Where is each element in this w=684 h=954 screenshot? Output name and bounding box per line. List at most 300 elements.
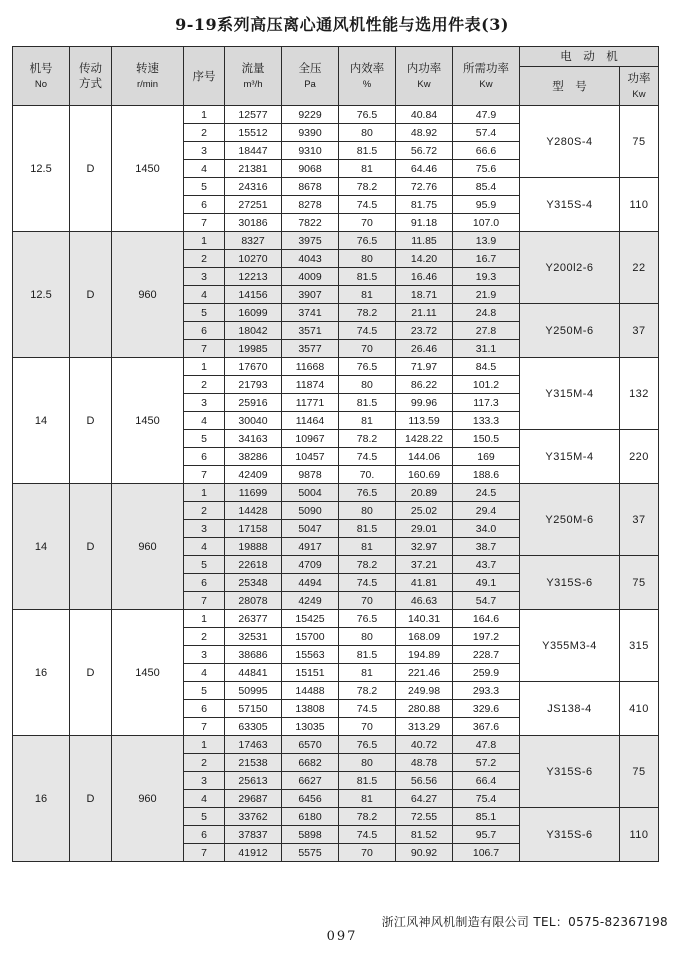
efficiency-cell: 80 (339, 124, 396, 142)
required-power-cell: 259.9 (453, 664, 520, 682)
internal-power-cell: 40.72 (396, 736, 453, 754)
seq-cell: 7 (184, 592, 225, 610)
required-power-cell: 197.2 (453, 628, 520, 646)
motor-model-cell: Y280S-4 (520, 106, 620, 178)
pressure-cell: 11771 (282, 394, 339, 412)
flow-cell: 24316 (225, 178, 282, 196)
seq-cell: 3 (184, 394, 225, 412)
pressure-cell: 5004 (282, 484, 339, 502)
required-power-cell: 293.3 (453, 682, 520, 700)
efficiency-cell: 80 (339, 628, 396, 646)
flow-cell: 21793 (225, 376, 282, 394)
flow-cell: 12577 (225, 106, 282, 124)
efficiency-cell: 78.2 (339, 178, 396, 196)
internal-power-cell: 72.76 (396, 178, 453, 196)
flow-cell: 17670 (225, 358, 282, 376)
pressure-cell: 3975 (282, 232, 339, 250)
efficiency-cell: 81 (339, 286, 396, 304)
flow-cell: 34163 (225, 430, 282, 448)
flow-cell: 14156 (225, 286, 282, 304)
pressure-cell: 9310 (282, 142, 339, 160)
header-efficiency: 内效率 % (339, 47, 396, 106)
internal-power-cell: 160.69 (396, 466, 453, 484)
flow-cell: 29687 (225, 790, 282, 808)
flow-cell: 21381 (225, 160, 282, 178)
internal-power-cell: 140.31 (396, 610, 453, 628)
flow-cell: 28078 (225, 592, 282, 610)
seq-cell: 1 (184, 484, 225, 502)
flow-cell: 16099 (225, 304, 282, 322)
internal-power-cell: 91.18 (396, 214, 453, 232)
internal-power-cell: 56.56 (396, 772, 453, 790)
required-power-cell: 95.9 (453, 196, 520, 214)
fan-group (13, 106, 659, 232)
pressure-cell: 4009 (282, 268, 339, 286)
seq-cell: 4 (184, 664, 225, 682)
drive-type-cell: D (70, 232, 112, 358)
pressure-cell: 6682 (282, 754, 339, 772)
seq-cell: 1 (184, 610, 225, 628)
pressure-cell: 3577 (282, 340, 339, 358)
internal-power-cell: 48.92 (396, 124, 453, 142)
internal-power-cell: 194.89 (396, 646, 453, 664)
speed-cell: 1450 (112, 358, 184, 484)
speed-cell: 960 (112, 736, 184, 862)
seq-cell: 2 (184, 250, 225, 268)
flow-cell: 38286 (225, 448, 282, 466)
required-power-cell: 117.3 (453, 394, 520, 412)
pressure-cell: 9878 (282, 466, 339, 484)
seq-cell: 4 (184, 538, 225, 556)
seq-cell: 2 (184, 502, 225, 520)
seq-cell: 6 (184, 574, 225, 592)
efficiency-cell: 78.2 (339, 682, 396, 700)
motor-power-cell: 410 (620, 682, 659, 736)
header-internal-power: 内功率 Kw (396, 47, 453, 106)
required-power-cell: 150.5 (453, 430, 520, 448)
speed-cell: 1450 (112, 610, 184, 736)
header-pressure: 全压 Pa (282, 47, 339, 106)
drive-type-cell: D (70, 736, 112, 862)
pressure-cell: 3907 (282, 286, 339, 304)
flow-cell: 18447 (225, 142, 282, 160)
efficiency-cell: 80 (339, 502, 396, 520)
required-power-cell: 29.4 (453, 502, 520, 520)
required-power-cell: 188.6 (453, 466, 520, 484)
efficiency-cell: 76.5 (339, 736, 396, 754)
efficiency-cell: 78.2 (339, 304, 396, 322)
pressure-cell: 11668 (282, 358, 339, 376)
pressure-cell: 11464 (282, 412, 339, 430)
efficiency-cell: 76.5 (339, 610, 396, 628)
efficiency-cell: 81 (339, 790, 396, 808)
flow-cell: 22618 (225, 556, 282, 574)
internal-power-cell: 313.29 (396, 718, 453, 736)
seq-cell: 6 (184, 448, 225, 466)
flow-cell: 17158 (225, 520, 282, 538)
table-row (13, 106, 659, 124)
speed-cell: 1450 (112, 106, 184, 232)
internal-power-cell: 168.09 (396, 628, 453, 646)
efficiency-cell: 78.2 (339, 430, 396, 448)
motor-model-cell: Y315S-6 (520, 556, 620, 610)
flow-cell: 33762 (225, 808, 282, 826)
motor-model-cell: JS138-4 (520, 682, 620, 736)
flow-cell: 8327 (225, 232, 282, 250)
seq-cell: 6 (184, 826, 225, 844)
efficiency-cell: 78.2 (339, 808, 396, 826)
flow-cell: 37837 (225, 826, 282, 844)
flow-cell: 41912 (225, 844, 282, 862)
pressure-cell: 6180 (282, 808, 339, 826)
required-power-cell: 367.6 (453, 718, 520, 736)
internal-power-cell: 81.75 (396, 196, 453, 214)
table-row (13, 736, 659, 754)
required-power-cell: 21.9 (453, 286, 520, 304)
seq-cell: 5 (184, 304, 225, 322)
motor-model-cell: Y315S-6 (520, 736, 620, 808)
flow-cell: 44841 (225, 664, 282, 682)
performance-table (12, 46, 659, 862)
required-power-cell: 34.0 (453, 520, 520, 538)
efficiency-cell: 74.5 (339, 700, 396, 718)
footer-company: 浙江风神风机制造有限公司 TEL：0575-82367198 (381, 915, 668, 929)
internal-power-cell: 72.55 (396, 808, 453, 826)
internal-power-cell: 1428.22 (396, 430, 453, 448)
efficiency-cell: 80 (339, 250, 396, 268)
speed-cell: 960 (112, 232, 184, 358)
pressure-cell: 4249 (282, 592, 339, 610)
internal-power-cell: 16.46 (396, 268, 453, 286)
motor-power-cell: 22 (620, 232, 659, 304)
drive-type-cell: D (70, 610, 112, 736)
motor-model-cell: Y250M-6 (520, 484, 620, 556)
required-power-cell: 16.7 (453, 250, 520, 268)
internal-power-cell: 71.97 (396, 358, 453, 376)
motor-power-cell: 110 (620, 178, 659, 232)
seq-cell: 5 (184, 682, 225, 700)
efficiency-cell: 81 (339, 664, 396, 682)
efficiency-cell: 74.5 (339, 322, 396, 340)
motor-power-cell: 75 (620, 106, 659, 178)
internal-power-cell: 37.21 (396, 556, 453, 574)
required-power-cell: 13.9 (453, 232, 520, 250)
efficiency-cell: 70 (339, 844, 396, 862)
pressure-cell: 4494 (282, 574, 339, 592)
motor-model-cell: Y315S-6 (520, 808, 620, 862)
required-power-cell: 38.7 (453, 538, 520, 556)
fan-group (13, 736, 659, 862)
flow-cell: 18042 (225, 322, 282, 340)
required-power-cell: 47.8 (453, 736, 520, 754)
flow-cell: 26377 (225, 610, 282, 628)
efficiency-cell: 70. (339, 466, 396, 484)
page-title: 9-19系列高压离心通风机性能与选用件表(3) (175, 15, 509, 34)
pressure-cell: 5090 (282, 502, 339, 520)
header-speed: 转速 r/min (112, 47, 184, 106)
required-power-cell: 84.5 (453, 358, 520, 376)
internal-power-cell: 144.06 (396, 448, 453, 466)
motor-model-cell: Y315M-4 (520, 358, 620, 430)
header-drive: 传动 方式 (70, 47, 112, 106)
pressure-cell: 15151 (282, 664, 339, 682)
required-power-cell: 101.2 (453, 376, 520, 394)
seq-cell: 7 (184, 214, 225, 232)
header-seq: 序号 (184, 47, 225, 106)
required-power-cell: 49.1 (453, 574, 520, 592)
flow-cell: 42409 (225, 466, 282, 484)
efficiency-cell: 81.5 (339, 520, 396, 538)
seq-cell: 3 (184, 772, 225, 790)
pressure-cell: 6456 (282, 790, 339, 808)
internal-power-cell: 64.27 (396, 790, 453, 808)
efficiency-cell: 81 (339, 412, 396, 430)
pressure-cell: 3571 (282, 322, 339, 340)
efficiency-cell: 70 (339, 718, 396, 736)
fan-number-cell: 12.5 (13, 106, 70, 232)
internal-power-cell: 23.72 (396, 322, 453, 340)
seq-cell: 6 (184, 322, 225, 340)
internal-power-cell: 21.11 (396, 304, 453, 322)
flow-cell: 19985 (225, 340, 282, 358)
required-power-cell: 329.6 (453, 700, 520, 718)
header-motor: 电 动 机 (520, 47, 659, 67)
seq-cell: 4 (184, 286, 225, 304)
header-no: 机号 No (13, 47, 70, 106)
efficiency-cell: 74.5 (339, 196, 396, 214)
header-flow: 流量 m³/h (225, 47, 282, 106)
seq-cell: 2 (184, 376, 225, 394)
efficiency-cell: 81.5 (339, 772, 396, 790)
flow-cell: 17463 (225, 736, 282, 754)
fan-group (13, 484, 659, 610)
motor-model-cell: Y315S-4 (520, 178, 620, 232)
pressure-cell: 9229 (282, 106, 339, 124)
efficiency-cell: 74.5 (339, 574, 396, 592)
required-power-cell: 95.7 (453, 826, 520, 844)
efficiency-cell: 76.5 (339, 484, 396, 502)
required-power-cell: 75.6 (453, 160, 520, 178)
motor-power-cell: 110 (620, 808, 659, 862)
pressure-cell: 4043 (282, 250, 339, 268)
internal-power-cell: 46.63 (396, 592, 453, 610)
internal-power-cell: 40.84 (396, 106, 453, 124)
efficiency-cell: 76.5 (339, 106, 396, 124)
internal-power-cell: 56.72 (396, 142, 453, 160)
internal-power-cell: 20.89 (396, 484, 453, 502)
internal-power-cell: 14.20 (396, 250, 453, 268)
fan-number-cell: 16 (13, 610, 70, 736)
pressure-cell: 10967 (282, 430, 339, 448)
motor-model-cell: Y355M3-4 (520, 610, 620, 682)
internal-power-cell: 18.71 (396, 286, 453, 304)
fan-group (13, 358, 659, 484)
pressure-cell: 13808 (282, 700, 339, 718)
required-power-cell: 57.4 (453, 124, 520, 142)
table-row (13, 610, 659, 628)
seq-cell: 1 (184, 106, 225, 124)
required-power-cell: 85.1 (453, 808, 520, 826)
flow-cell: 15512 (225, 124, 282, 142)
internal-power-cell: 64.46 (396, 160, 453, 178)
table-header (13, 47, 659, 106)
required-power-cell: 169 (453, 448, 520, 466)
flow-cell: 21538 (225, 754, 282, 772)
efficiency-cell: 76.5 (339, 232, 396, 250)
pressure-cell: 6627 (282, 772, 339, 790)
seq-cell: 3 (184, 142, 225, 160)
efficiency-cell: 70 (339, 340, 396, 358)
flow-cell: 14428 (225, 502, 282, 520)
pressure-cell: 5575 (282, 844, 339, 862)
header-motor-power: 功率 Kw (620, 67, 659, 106)
drive-type-cell: D (70, 484, 112, 610)
seq-cell: 4 (184, 790, 225, 808)
seq-cell: 7 (184, 718, 225, 736)
pressure-cell: 13035 (282, 718, 339, 736)
internal-power-cell: 90.92 (396, 844, 453, 862)
required-power-cell: 31.1 (453, 340, 520, 358)
header-required-power: 所需功率 Kw (453, 47, 520, 106)
fan-group (13, 610, 659, 736)
seq-cell: 2 (184, 124, 225, 142)
flow-cell: 50995 (225, 682, 282, 700)
seq-cell: 4 (184, 160, 225, 178)
required-power-cell: 24.8 (453, 304, 520, 322)
pressure-cell: 15700 (282, 628, 339, 646)
required-power-cell: 66.6 (453, 142, 520, 160)
seq-cell: 3 (184, 268, 225, 286)
pressure-cell: 15425 (282, 610, 339, 628)
efficiency-cell: 81 (339, 538, 396, 556)
seq-cell: 3 (184, 520, 225, 538)
motor-power-cell: 75 (620, 556, 659, 610)
seq-cell: 1 (184, 358, 225, 376)
internal-power-cell: 48.78 (396, 754, 453, 772)
required-power-cell: 66.4 (453, 772, 520, 790)
pressure-cell: 8678 (282, 178, 339, 196)
motor-power-cell: 75 (620, 736, 659, 808)
pressure-cell: 5898 (282, 826, 339, 844)
required-power-cell: 27.8 (453, 322, 520, 340)
efficiency-cell: 78.2 (339, 556, 396, 574)
flow-cell: 19888 (225, 538, 282, 556)
seq-cell: 7 (184, 844, 225, 862)
flow-cell: 63305 (225, 718, 282, 736)
seq-cell: 5 (184, 808, 225, 826)
fan-number-cell: 14 (13, 358, 70, 484)
required-power-cell: 43.7 (453, 556, 520, 574)
page-number: 097 (326, 929, 358, 944)
internal-power-cell: 11.85 (396, 232, 453, 250)
required-power-cell: 107.0 (453, 214, 520, 232)
seq-cell: 7 (184, 466, 225, 484)
required-power-cell: 47.9 (453, 106, 520, 124)
motor-power-cell: 37 (620, 484, 659, 556)
internal-power-cell: 99.96 (396, 394, 453, 412)
flow-cell: 25613 (225, 772, 282, 790)
efficiency-cell: 81.5 (339, 142, 396, 160)
internal-power-cell: 221.46 (396, 664, 453, 682)
required-power-cell: 106.7 (453, 844, 520, 862)
pressure-cell: 9068 (282, 160, 339, 178)
seq-cell: 3 (184, 646, 225, 664)
header-motor-model: 型 号 (520, 67, 620, 106)
efficiency-cell: 74.5 (339, 448, 396, 466)
motor-model-cell: Y250M-6 (520, 304, 620, 358)
internal-power-cell: 29.01 (396, 520, 453, 538)
motor-power-cell: 220 (620, 430, 659, 484)
efficiency-cell: 81.5 (339, 268, 396, 286)
seq-cell: 5 (184, 178, 225, 196)
pressure-cell: 7822 (282, 214, 339, 232)
motor-model-cell: Y315M-4 (520, 430, 620, 484)
pressure-cell: 4709 (282, 556, 339, 574)
efficiency-cell: 81.5 (339, 646, 396, 664)
table-row (13, 484, 659, 502)
required-power-cell: 228.7 (453, 646, 520, 664)
fan-number-cell: 12.5 (13, 232, 70, 358)
internal-power-cell: 26.46 (396, 340, 453, 358)
flow-cell: 11699 (225, 484, 282, 502)
flow-cell: 30040 (225, 412, 282, 430)
pressure-cell: 8278 (282, 196, 339, 214)
fan-group (13, 232, 659, 358)
efficiency-cell: 80 (339, 376, 396, 394)
required-power-cell: 24.5 (453, 484, 520, 502)
efficiency-cell: 81 (339, 160, 396, 178)
internal-power-cell: 86.22 (396, 376, 453, 394)
flow-cell: 25348 (225, 574, 282, 592)
pressure-cell: 10457 (282, 448, 339, 466)
flow-cell: 32531 (225, 628, 282, 646)
pressure-cell: 15563 (282, 646, 339, 664)
motor-power-cell: 132 (620, 358, 659, 430)
required-power-cell: 164.6 (453, 610, 520, 628)
pressure-cell: 5047 (282, 520, 339, 538)
flow-cell: 25916 (225, 394, 282, 412)
required-power-cell: 133.3 (453, 412, 520, 430)
efficiency-cell: 74.5 (339, 826, 396, 844)
efficiency-cell: 80 (339, 754, 396, 772)
required-power-cell: 75.4 (453, 790, 520, 808)
required-power-cell: 85.4 (453, 178, 520, 196)
flow-cell: 30186 (225, 214, 282, 232)
efficiency-cell: 76.5 (339, 358, 396, 376)
table-row (13, 358, 659, 376)
efficiency-cell: 70 (339, 592, 396, 610)
internal-power-cell: 81.52 (396, 826, 453, 844)
drive-type-cell: D (70, 358, 112, 484)
internal-power-cell: 32.97 (396, 538, 453, 556)
table-row (13, 232, 659, 250)
motor-power-cell: 37 (620, 304, 659, 358)
seq-cell: 7 (184, 340, 225, 358)
pressure-cell: 14488 (282, 682, 339, 700)
internal-power-cell: 25.02 (396, 502, 453, 520)
pressure-cell: 9390 (282, 124, 339, 142)
flow-cell: 57150 (225, 700, 282, 718)
pressure-cell: 6570 (282, 736, 339, 754)
seq-cell: 2 (184, 628, 225, 646)
fan-number-cell: 16 (13, 736, 70, 862)
required-power-cell: 19.3 (453, 268, 520, 286)
efficiency-cell: 70 (339, 214, 396, 232)
seq-cell: 5 (184, 430, 225, 448)
required-power-cell: 54.7 (453, 592, 520, 610)
seq-cell: 2 (184, 754, 225, 772)
motor-power-cell: 315 (620, 610, 659, 682)
